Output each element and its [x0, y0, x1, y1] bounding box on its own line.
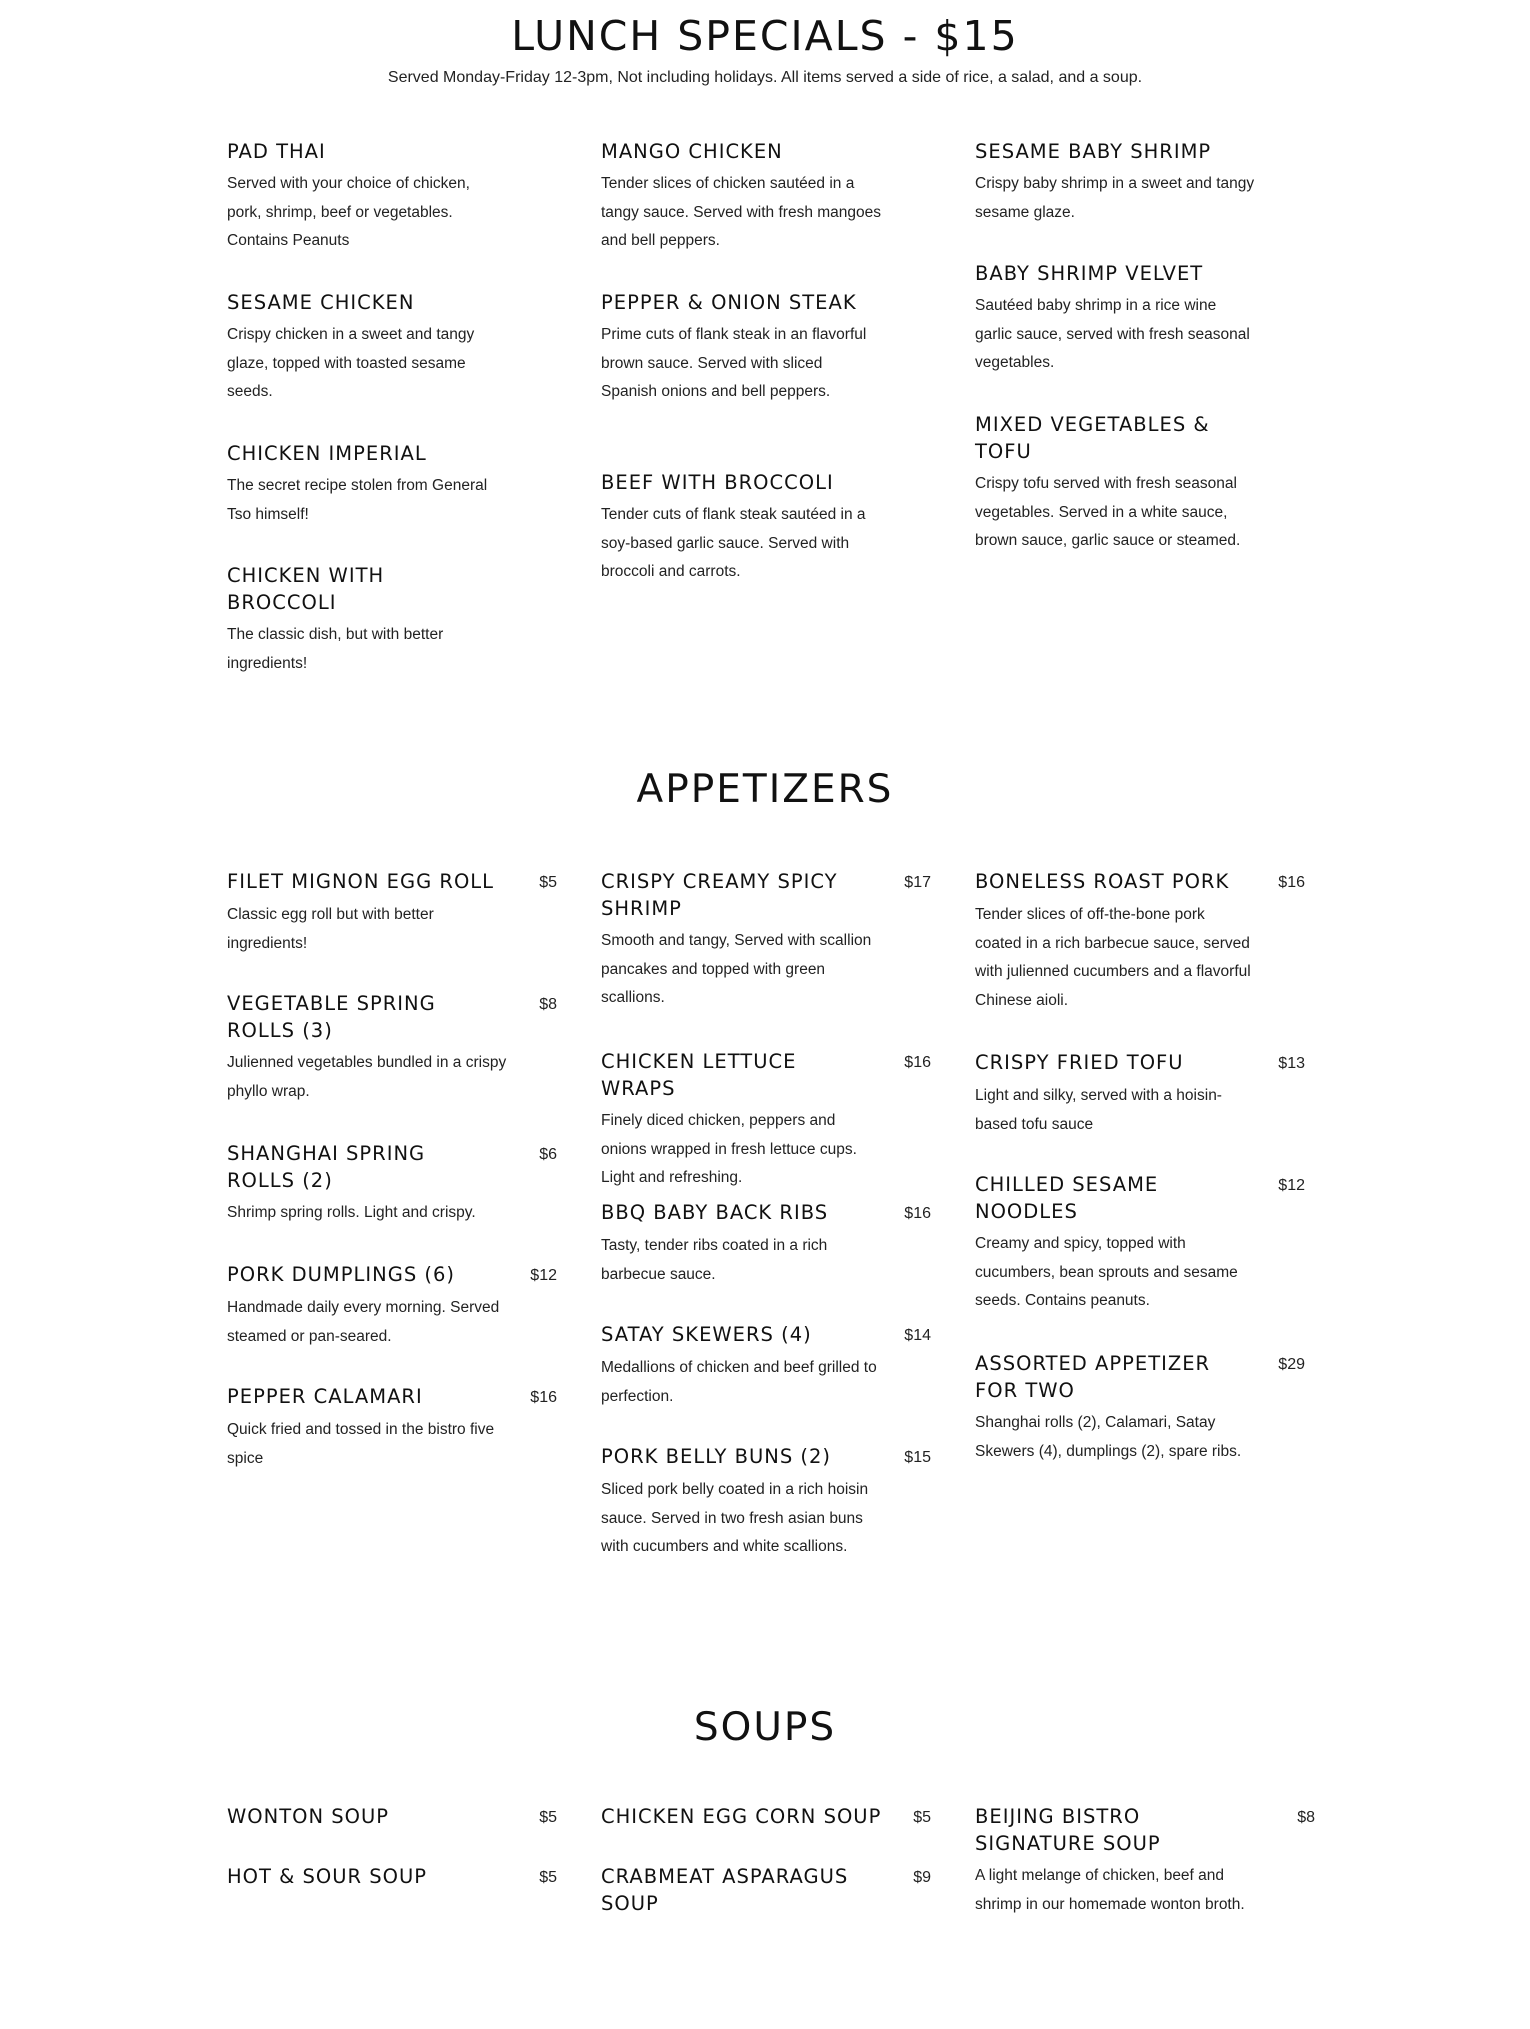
soups-column-3 [975, 1803, 1315, 1983]
item-description: Tender slices of chicken sautéed in a tangy sauce. Served with fresh mangoes and bell peppers. [601, 175, 882, 249]
lunch-specials-subtitle: Served Monday-Friday 12-3pm, Not including holidays. All items served a side of rice, a salad, and a soup. [387, 69, 1143, 86]
item-description: Shrimp spring rolls. Light and crispy. [227, 1204, 476, 1221]
item-name: PORK DUMPLINGS (6) [227, 1263, 456, 1286]
item-description: The secret recipe stolen from General Tso himself! [227, 477, 488, 523]
menu-item-chicken-egg-corn-soup [601, 1803, 931, 1831]
item-description: Tender cuts of flank steak sautéed in a soy-based garlic sauce. Served with broccoli and carrots. [601, 506, 866, 580]
item-name: BEIJING BISTRO SIGNATURE SOUP [975, 1805, 1161, 1855]
item-price: $16 [904, 1054, 931, 1071]
item-name: BEEF WITH BROCCOLI [601, 471, 834, 494]
item-name: WONTON SOUP [227, 1805, 390, 1828]
item-name: BBQ BABY BACK RIBS [601, 1201, 829, 1224]
item-name: PEPPER & ONION STEAK [601, 291, 857, 314]
item-description: Tender slices of off-the-bone pork coated in a rich barbecue sauce, served with julienned cucumbers and a flavorful Chinese aioli. [975, 906, 1251, 1009]
menu-item-hot-sour-soup [227, 1863, 557, 1891]
item-name: VEGETABLE SPRING ROLLS (3) [227, 992, 436, 1042]
item-name: BABY SHRIMP VELVET [975, 262, 1204, 285]
item-name: SHANGHAI SPRING ROLLS (2) [227, 1142, 426, 1192]
item-description: Shanghai rolls (2), Calamari, Satay Skewers (4), dumplings (2), spare ribs. [975, 1414, 1242, 1460]
item-price: $6 [539, 1146, 557, 1163]
item-price: $16 [1278, 874, 1305, 891]
item-name: ASSORTED APPETIZER FOR TWO [975, 1352, 1211, 1402]
soups-title: SOUPS [693, 1705, 837, 1750]
item-description: Crispy chicken in a sweet and tangy glaze, topped with toasted sesame seeds. [227, 326, 475, 400]
item-description: Quick fried and tossed in the bistro five spice [227, 1421, 495, 1467]
item-name: BONELESS ROAST PORK [975, 870, 1230, 893]
item-price: $5 [539, 1869, 557, 1886]
item-price: $29 [1278, 1356, 1305, 1373]
item-name: PAD THAI [227, 140, 326, 163]
item-name: PORK BELLY BUNS (2) [601, 1445, 832, 1468]
item-price: $17 [904, 874, 931, 891]
item-name: MIXED VEGETABLES & TOFU [975, 413, 1210, 463]
item-description: Light and silky, served with a hoisin-based tofu sauce [975, 1087, 1222, 1133]
item-price: $16 [904, 1205, 931, 1222]
item-name: HOT & SOUR SOUP [227, 1865, 428, 1888]
item-description: Julienned vegetables bundled in a crispy phyllo wrap. [227, 1054, 507, 1100]
menu-item-crabmeat-asparagus-soup [601, 1863, 931, 1917]
item-price: $5 [539, 874, 557, 891]
item-price: $8 [539, 996, 557, 1013]
menu-item-wonton-soup [227, 1803, 557, 1831]
item-description: Finely diced chicken, peppers and onions wrapped in fresh lettuce cups. Light and refreshing. [601, 1112, 857, 1186]
item-description: A light melange of chicken, beef and shrimp in our homemade wonton broth. [975, 1867, 1245, 1913]
soups-column-1 [227, 1803, 557, 1923]
soups-column-2 [601, 1803, 931, 1923]
item-price: $16 [530, 1389, 557, 1406]
item-description: Sliced pork belly coated in a rich hoisin sauce. Served in two fresh asian buns with cucumbers and white scallions. [601, 1481, 869, 1555]
item-price: $5 [913, 1809, 931, 1826]
item-name: SESAME BABY SHRIMP [975, 140, 1212, 163]
item-description: Smooth and tangy, Served with scallion pancakes and topped with green scallions. [601, 932, 872, 1006]
item-name: CRISPY FRIED TOFU [975, 1051, 1184, 1074]
item-name: PEPPER CALAMARI [227, 1385, 423, 1408]
item-description: Handmade daily every morning. Served steamed or pan-seared. [227, 1299, 500, 1345]
item-name: CRISPY CREAMY SPICY SHRIMP [601, 870, 838, 920]
item-name: CHILLED SESAME NOODLES [975, 1173, 1159, 1223]
item-description: Creamy and spicy, topped with cucumbers, bean sprouts and sesame seeds. Contains peanuts. [975, 1235, 1238, 1309]
item-description: Tasty, tender ribs coated in a rich barbecue sauce. [601, 1237, 828, 1283]
item-price: $8 [1297, 1809, 1315, 1826]
item-description: Served with your choice of chicken, pork, shrimp, beef or vegetables. Contains Peanuts [227, 175, 470, 249]
item-name: SATAY SKEWERS (4) [601, 1323, 812, 1346]
item-price: $14 [904, 1327, 931, 1344]
item-price: $15 [904, 1449, 931, 1466]
item-name: MANGO CHICKEN [601, 140, 783, 163]
item-description: Crispy tofu served with fresh seasonal vegetables. Served in a white sauce, brown sauce, garlic sauce or steamed. [975, 475, 1241, 549]
item-description: Medallions of chicken and beef grilled to perfection. [601, 1359, 877, 1405]
item-name: CHICKEN WITH BROCCOLI [227, 564, 385, 614]
item-name: CHICKEN EGG CORN SOUP [601, 1805, 882, 1828]
item-name: CRABMEAT ASPARAGUS SOUP [601, 1865, 849, 1915]
lunch-specials-title: LUNCH SPECIALS - $15 [511, 12, 1019, 60]
item-description: The classic dish, but with better ingredients! [227, 626, 444, 672]
item-name: CHICKEN IMPERIAL [227, 442, 427, 465]
item-price: $12 [1278, 1177, 1305, 1194]
item-description: Prime cuts of flank steak in an flavorful brown sauce. Served with sliced Spanish onions and bell peppers. [601, 326, 867, 400]
item-description: Classic egg roll but with better ingredients! [227, 906, 434, 952]
menu-item-beijing-bistro-signature-soup [975, 1803, 1315, 1919]
item-description: Crispy baby shrimp in a sweet and tangy sesame glaze. [975, 175, 1255, 221]
item-description: Sautéed baby shrimp in a rice wine garlic sauce, served with fresh seasonal vegetables. [975, 297, 1250, 371]
item-name: CHICKEN LETTUCE WRAPS [601, 1050, 797, 1100]
item-price: $9 [913, 1869, 931, 1886]
item-price: $13 [1278, 1055, 1305, 1072]
appetizers-title: APPETIZERS [636, 767, 894, 812]
item-name: SESAME CHICKEN [227, 291, 415, 314]
item-price: $5 [539, 1809, 557, 1826]
item-price: $12 [530, 1267, 557, 1284]
item-name: FILET MIGNON EGG ROLL [227, 870, 495, 893]
